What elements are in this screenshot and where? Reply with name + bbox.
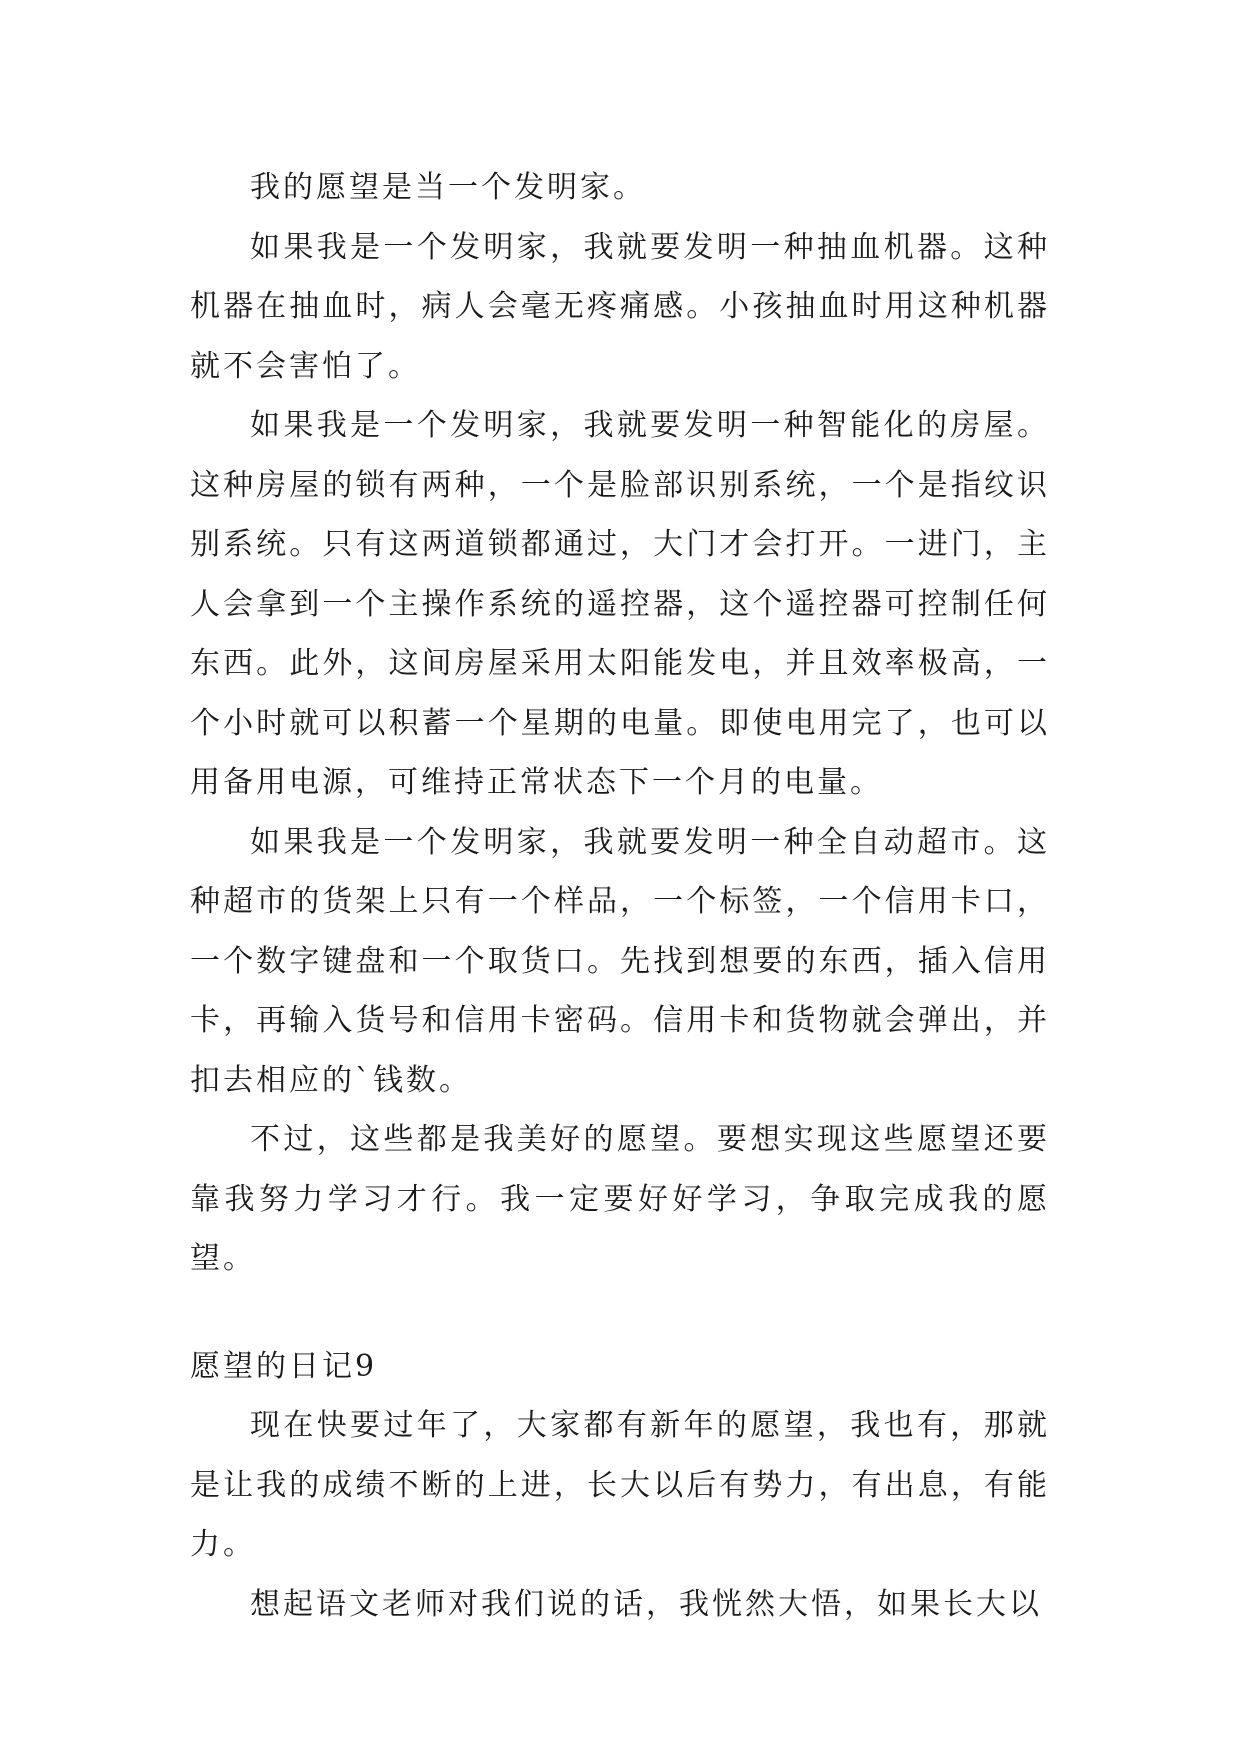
paragraph: 如果我是一个发明家，我就要发明一种智能化的房屋。这种房屋的锁有两种，一个是脸部识别系统，一个是指纹识别系统。只有这两道锁都通过，大门才会打开。一进门，主人会拿到一个主操作系统的遥控器，这个遥控器可控制任何东西。此外，这间房屋采用太阳能发电，并且效率极高，一个小时就可以积蓄一个星期的电量。即使电用完了，也可以用备用电源，可维持正常状态下一个月的电量。 — [190, 408, 1050, 800]
paragraph: 现在快要过年了，大家都有新年的愿望，我也有，那就是让我的成绩不断的上进，长大以后有势力，有出息，有能力。 — [190, 1408, 1050, 1562]
paragraph: 不过，这些都是我美好的愿望。要想实现这些愿望还要靠我努力学习才行。我一定要好好学习，争取完成我的愿望。 — [190, 1122, 1050, 1276]
paragraph: 如果我是一个发明家，我就要发明一种抽血机器。这种机器在抽血时，病人会毫无疼痛感。小孩抽血时用这种机器就不会害怕了。 — [190, 229, 1050, 384]
paragraph: 如果我是一个发明家，我就要发明一种全自动超市。这种超市的货架上只有一个样品，一个标签，一个信用卡口，一个数字键盘和一个取货口。先找到想要的东西，插入信用卡，再输入货号和信用卡密码。信用卡和货物就会弹出，并扣去相应的`钱数。 — [190, 824, 1050, 1098]
document-body — [190, 158, 1050, 1634]
paragraph: 想起语文老师对我们说的话，我恍然大悟，如果长大以 — [250, 1586, 1042, 1622]
section-title: 愿望的日记9 — [190, 1348, 378, 1384]
paragraph: 我的愿望是当一个发明家。 — [250, 170, 646, 205]
